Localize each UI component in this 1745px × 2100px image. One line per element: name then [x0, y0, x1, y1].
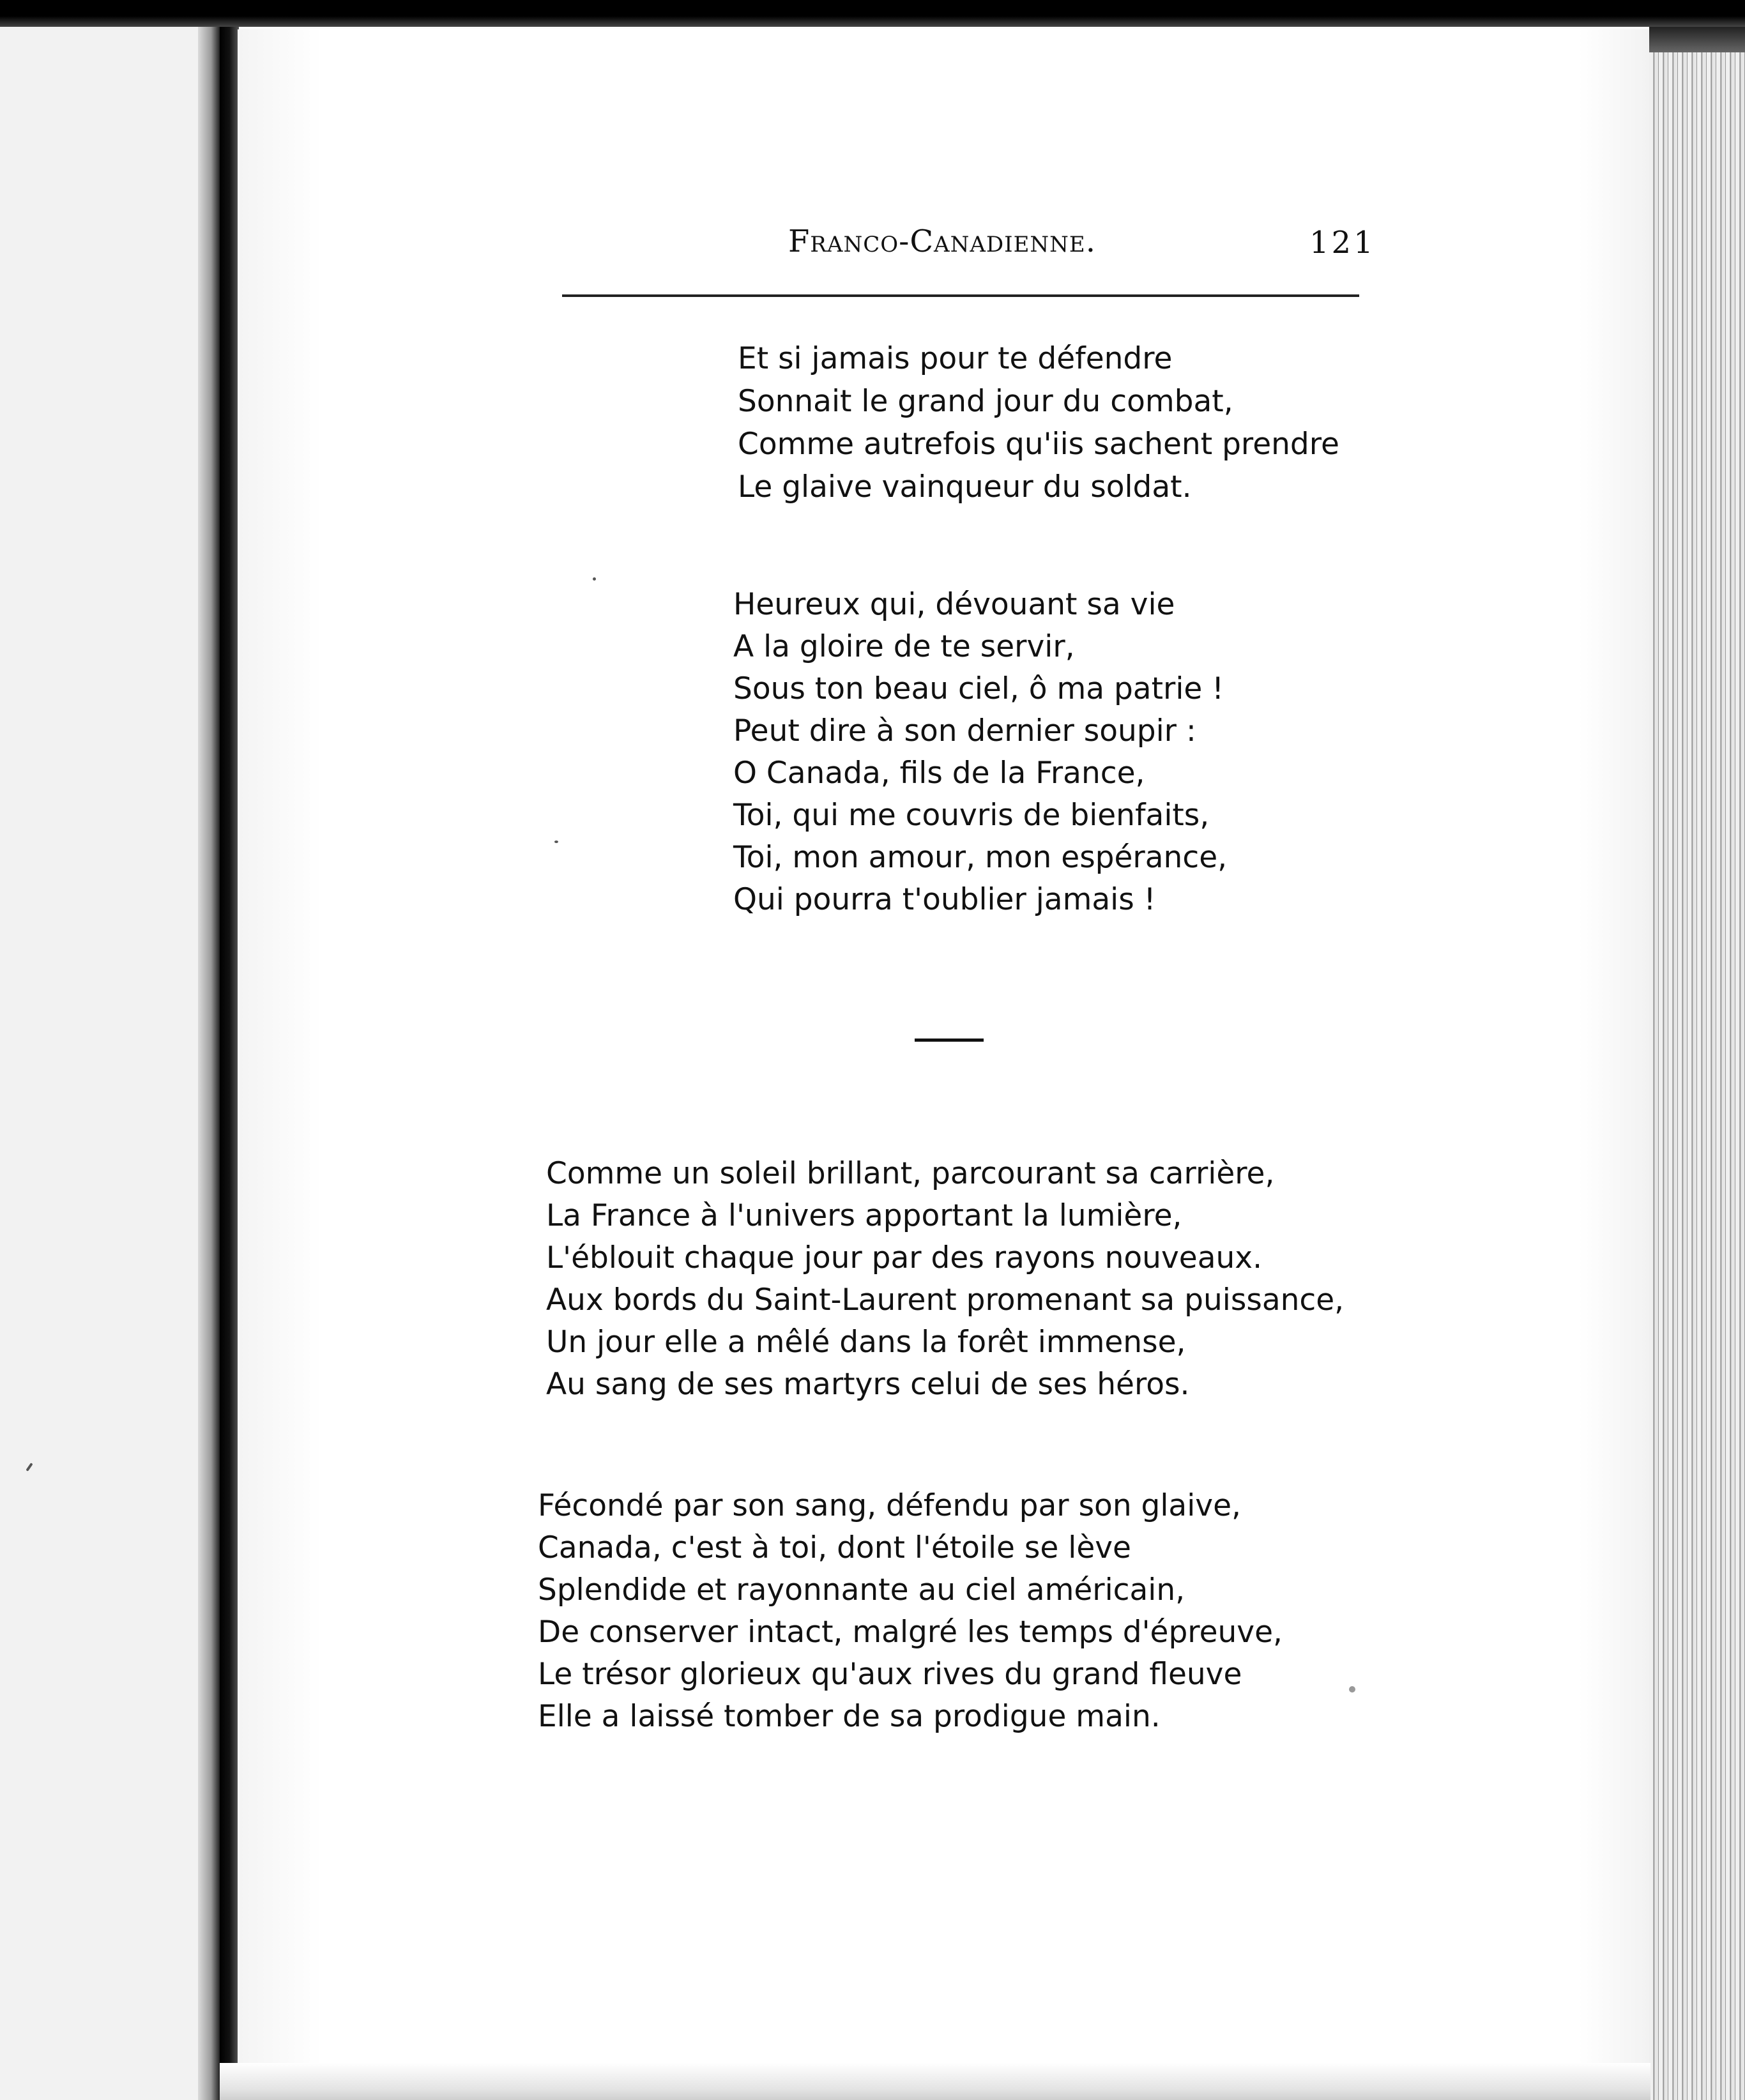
verse-line: Heureux qui, dévouant sa vie: [733, 587, 1175, 622]
verse-line: Comme un soleil brillant, parcourant sa carrière,: [546, 1156, 1275, 1191]
verse-line: Toi, qui me couvris de bienfaits,: [733, 798, 1210, 833]
scan-speck: [554, 841, 558, 843]
verse-line: Elle a laissé tomber de sa prodigue main.: [538, 1699, 1161, 1734]
verse-line: Le trésor glorieux qu'aux rives du grand fleuve: [538, 1657, 1242, 1692]
verse-line: L'éblouit chaque jour par des rayons nouveaux.: [546, 1240, 1263, 1275]
verse-line: Canada, c'est à toi, dont l'étoile se lève: [538, 1530, 1131, 1565]
page-number: 121: [1309, 225, 1376, 261]
verse-line: Comme autrefois qu'iis sachent prendre: [738, 427, 1339, 462]
scan-speck: [593, 577, 596, 581]
verse-line: Au sang de ses martyrs celui de ses héros.: [546, 1367, 1190, 1402]
verse-line: Et si jamais pour te défendre: [738, 341, 1173, 376]
verse-line: La France à l'univers apportant la lumière,: [546, 1198, 1182, 1233]
verse-line: O Canada, fils de la France,: [733, 756, 1145, 791]
scan-speck: [1349, 1686, 1355, 1693]
section-divider: [915, 1039, 984, 1042]
page-bottom-edge: [220, 2063, 1650, 2100]
left-page-shadow: [198, 26, 220, 2100]
verse-line: A la gloire de te servir,: [733, 629, 1075, 664]
verse-line: Le glaive vainqueur du soldat.: [738, 469, 1192, 505]
stanza-4: [538, 1485, 1283, 1738]
verse-line: Aux bords du Saint-Laurent promenant sa puissance,: [546, 1282, 1345, 1318]
verse-line: Un jour elle a mêlé dans la forêt immense,: [546, 1325, 1186, 1360]
verse-line: Toi, mon amour, mon espérance,: [733, 840, 1228, 875]
scan-top-border: [0, 0, 1745, 27]
left-page-edge: [0, 26, 220, 2100]
stanza-2: [733, 584, 1227, 921]
verse-line: De conserver intact, malgré les temps d'épreuve,: [538, 1615, 1283, 1650]
verse-line: Qui pourra t'oublier jamais !: [733, 882, 1156, 917]
running-head-text: Franco-Canadienne.: [788, 224, 1096, 259]
book-gutter: [220, 26, 239, 2100]
header-rule: [562, 294, 1359, 297]
verse-line: Splendide et rayonnante au ciel américain,: [538, 1572, 1185, 1608]
page-block-top-shadow: [1649, 27, 1745, 52]
verse-line: Peut dire à son dernier soupir :: [733, 713, 1196, 749]
verse-line: Sonnait le grand jour du combat,: [738, 384, 1233, 419]
page-block-edges: [1649, 28, 1745, 2100]
verse-line: Fécondé par son sang, défendu par son glaive,: [538, 1488, 1241, 1523]
verse-line: Sous ton beau ciel, ô ma patrie !: [733, 671, 1224, 706]
stanza-1: [738, 337, 1339, 508]
running-head: [788, 224, 1146, 259]
stanza-3: [546, 1153, 1344, 1406]
